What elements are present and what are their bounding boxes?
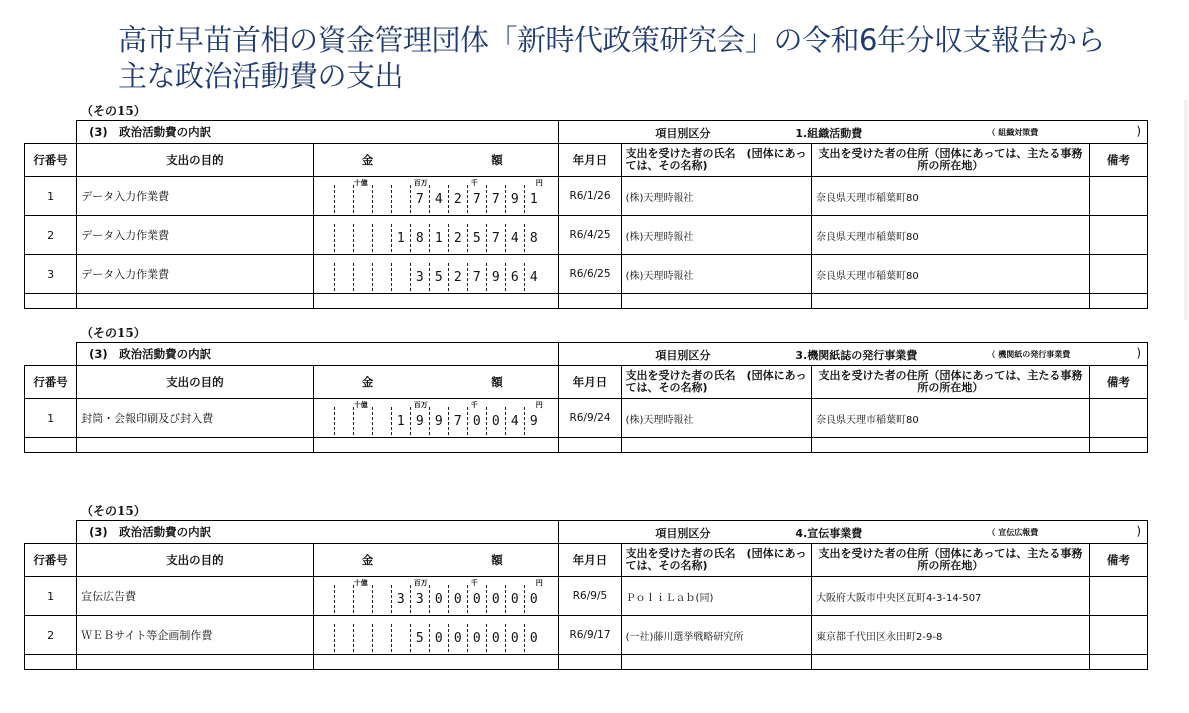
table-row [25,216,1148,255]
recipient-name: (株)天理時報社 [621,255,812,294]
amount-cell [313,577,559,616]
amount-digit: 1 [391,224,410,252]
amount-digit: 0 [486,407,505,435]
expense-purpose: データ入力作業費 [77,177,314,216]
note-cell [1089,616,1147,655]
amount-digit [334,407,353,435]
amount-digit: 1 [429,224,448,252]
amount-digit: 0 [467,407,486,435]
col-purpose-header: 支出の目的 [77,144,314,177]
amount-digit: 1 [391,407,410,435]
expense-table [24,342,1148,453]
unit-en: 円 [535,401,543,409]
note-cell [1089,177,1147,216]
amount-digit: 3 [410,263,429,291]
expense-date: R6/4/25 [559,216,621,255]
unit-sen: 千 [470,579,478,587]
breakdown-label: (3) 政治活動費の内訳 [77,121,559,144]
unit-oku: 十億 [353,579,368,587]
amount-digit: 0 [467,624,486,652]
amount-digit [353,224,372,252]
amount-digit: 2 [448,263,467,291]
amount-digit: 2 [448,185,467,213]
amount-digit [353,624,372,652]
amount-digit: 3 [410,585,429,613]
amount-digit: 0 [486,624,505,652]
amount-digit: 1 [524,185,543,213]
category-subtype: （ 組織対策費 [987,128,1039,137]
expense-table [24,520,1148,670]
expense-date: R6/9/17 [559,616,621,655]
recipient-name: (株)天理時報社 [621,177,812,216]
amount-cell [313,216,559,255]
amount-digit: 7 [448,407,467,435]
expense-purpose: データ入力作業費 [77,255,314,294]
row-number: 1 [25,577,77,616]
unit-man: 百万 [413,401,428,409]
table-row [25,577,1148,616]
amount-digits [314,177,559,215]
expense-date: R6/6/25 [559,255,621,294]
col-amount-header [313,144,559,177]
unit-oku: 十億 [353,179,368,187]
col-recipient-header: 支出を受けた者の氏名 (団体にあっては、その名称) [621,544,812,577]
sheet-number: （その15） [81,326,146,340]
amount-digit: 6 [505,263,524,291]
amount-digit: 0 [429,624,448,652]
amount-digit [334,624,353,652]
row-number: 2 [25,616,77,655]
amount-cell [313,616,559,655]
col-recipient-header: 支出を受けた者の氏名 (団体にあっては、その名称) [621,366,812,399]
amount-cell [313,255,559,294]
col-address-header: 支出を受けた者の住所（団体にあっては、主たる事務所の所在地） [812,144,1090,177]
amount-digit: 0 [505,585,524,613]
amount-digit [391,263,410,291]
category-cell [559,121,1148,144]
amount-digit [372,263,391,291]
amount-digit: 4 [524,263,543,291]
amount-digit [353,263,372,291]
expense-table [24,120,1148,309]
unit-sen: 千 [470,401,478,409]
recipient-address: 奈良県天理市稲葉町80 [812,399,1090,438]
expense-date: R6/9/5 [559,577,621,616]
amount-digit [334,224,353,252]
amount-header-gaku: 額 [491,375,503,389]
amount-digit: 9 [429,407,448,435]
recipient-name: (株)天理時報社 [621,399,812,438]
amount-digit: 4 [505,224,524,252]
category-value: 3.機関紙誌の発行事業費 [795,349,918,362]
breakdown-label: (3) 政治活動費の内訳 [77,343,559,366]
recipient-address: 東京都千代田区永田町2-9-8 [812,616,1090,655]
amount-digit: 7 [467,185,486,213]
unit-oku: 十億 [353,401,368,409]
unit-man: 百万 [413,179,428,187]
col-date-header: 年月日 [559,544,621,577]
amount-digit: 7 [486,185,505,213]
col-note-header: 備考 [1089,366,1147,399]
amount-digits [314,616,559,654]
amount-digits [314,255,559,293]
expense-date: R6/1/26 [559,177,621,216]
col-note-header: 備考 [1089,544,1147,577]
headline-line-1: 高市早苗首相の資金管理団体「新時代政策研究会」の令和6年分収支報告から [118,23,1105,57]
amount-digit: 9 [505,185,524,213]
category-paren: ) [1136,346,1141,360]
amount-digit [353,185,372,213]
amount-digit: 7 [467,263,486,291]
table-row-cut [25,294,1148,309]
amount-header-kin: 金 [361,153,374,167]
category-value: 4.宣伝事業費 [795,527,863,540]
amount-digit [372,185,391,213]
note-cell [1089,216,1147,255]
expense-date: R6/9/24 [559,399,621,438]
category-cell [559,521,1148,544]
col-note-header: 備考 [1089,144,1147,177]
col-address-header: 支出を受けた者の住所（団体にあっては、主たる事務所の所在地） [812,366,1090,399]
row-number: 1 [25,177,77,216]
recipient-address: 奈良県天理市稲葉町80 [812,216,1090,255]
amount-digits [314,577,559,615]
amount-digit: 4 [429,185,448,213]
category-value: 1.組織活動費 [795,127,863,140]
row-number: 1 [25,399,77,438]
amount-digit: 3 [391,585,410,613]
amount-digit: 5 [429,263,448,291]
amount-digit: 9 [486,263,505,291]
amount-header-kin: 金 [361,375,374,389]
table-row-cut [25,655,1148,670]
col-purpose-header: 支出の目的 [77,544,314,577]
table-row [25,177,1148,216]
note-cell [1089,577,1147,616]
amount-cell [313,177,559,216]
row-number: 3 [25,255,77,294]
amount-digit: 0 [429,585,448,613]
recipient-name: ＰｏｌｉＬａｂ(同) [621,577,812,616]
amount-digit: 0 [467,585,486,613]
recipient-address: 大阪府大阪市中央区瓦町4-3-14-507 [812,577,1090,616]
amount-digit [372,585,391,613]
note-cell [1089,399,1147,438]
amount-header-gaku: 額 [491,153,503,167]
breakdown-label: (3) 政治活動費の内訳 [77,521,559,544]
sheet-number: （その15） [81,104,146,118]
amount-digits [314,399,559,437]
category-paren: ) [1136,524,1141,538]
col-amount-header [313,366,559,399]
category-subtype: （ 機関紙の発行事業費 [987,350,1071,359]
col-address-header: 支出を受けた者の住所（団体にあっては、主たる事務所の所在地） [812,544,1090,577]
expense-purpose: 宣伝広告費 [77,577,314,616]
unit-man: 百万 [413,579,428,587]
amount-digit: 5 [410,624,429,652]
amount-digit: 0 [524,585,543,613]
amount-digit [372,624,391,652]
amount-digit: 0 [486,585,505,613]
category-subtype: （ 宣伝広報費 [987,528,1039,537]
amount-digit: 2 [448,224,467,252]
recipient-address: 奈良県天理市稲葉町80 [812,177,1090,216]
note-cell [1089,255,1147,294]
amount-digit [391,185,410,213]
expense-purpose: 封筒・会報印刷及び封入費 [77,399,314,438]
col-row-header: 行番号 [25,366,77,399]
col-row-header: 行番号 [25,544,77,577]
amount-digit [334,585,353,613]
row-number: 2 [25,216,77,255]
amount-digit [372,224,391,252]
table-row [25,616,1148,655]
amount-digits [314,216,559,254]
amount-digit: 9 [524,407,543,435]
headline-line-2: 主な政治活動費の支出 [118,59,404,93]
table-row [25,255,1148,294]
amount-digit: 5 [467,224,486,252]
expense-purpose: ＷＥＢサイト等企画制作費 [77,616,314,655]
category-cell [559,343,1148,366]
amount-digit: 0 [448,624,467,652]
amount-digit: 0 [505,624,524,652]
amount-digit [353,585,372,613]
scroll-edge [1184,100,1188,320]
sheet-number: （その15） [81,504,146,518]
category-label: 項目別区分 [655,527,711,540]
expense-purpose: データ入力作業費 [77,216,314,255]
amount-digit: 4 [505,407,524,435]
amount-digit: 7 [486,224,505,252]
amount-digit: 0 [448,585,467,613]
amount-digit [391,624,410,652]
amount-cell [313,399,559,438]
table-row-cut [25,438,1148,453]
col-purpose-header: 支出の目的 [77,366,314,399]
unit-sen: 千 [470,179,478,187]
amount-digit: 0 [524,624,543,652]
headline [118,22,1178,94]
amount-digit: 9 [410,407,429,435]
amount-header-kin: 金 [361,553,374,567]
unit-en: 円 [535,579,543,587]
unit-en: 円 [535,179,543,187]
amount-header-gaku: 額 [491,553,503,567]
col-amount-header [313,544,559,577]
amount-digit: 8 [524,224,543,252]
recipient-address: 奈良県天理市稲葉町80 [812,255,1090,294]
table-row [25,399,1148,438]
recipient-name: (株)天理時報社 [621,216,812,255]
col-recipient-header: 支出を受けた者の氏名 (団体にあっては、その名称) [621,144,812,177]
amount-digit [334,185,353,213]
category-paren: ) [1136,124,1141,138]
amount-digit [334,263,353,291]
amount-digit [372,407,391,435]
col-date-header: 年月日 [559,144,621,177]
recipient-name: (一社)藤川選挙戦略研究所 [621,616,812,655]
col-date-header: 年月日 [559,366,621,399]
amount-digit: 8 [410,224,429,252]
amount-digit: 7 [410,185,429,213]
amount-digit [353,407,372,435]
category-label: 項目別区分 [655,349,711,362]
col-row-header: 行番号 [25,144,77,177]
category-label: 項目別区分 [655,127,711,140]
